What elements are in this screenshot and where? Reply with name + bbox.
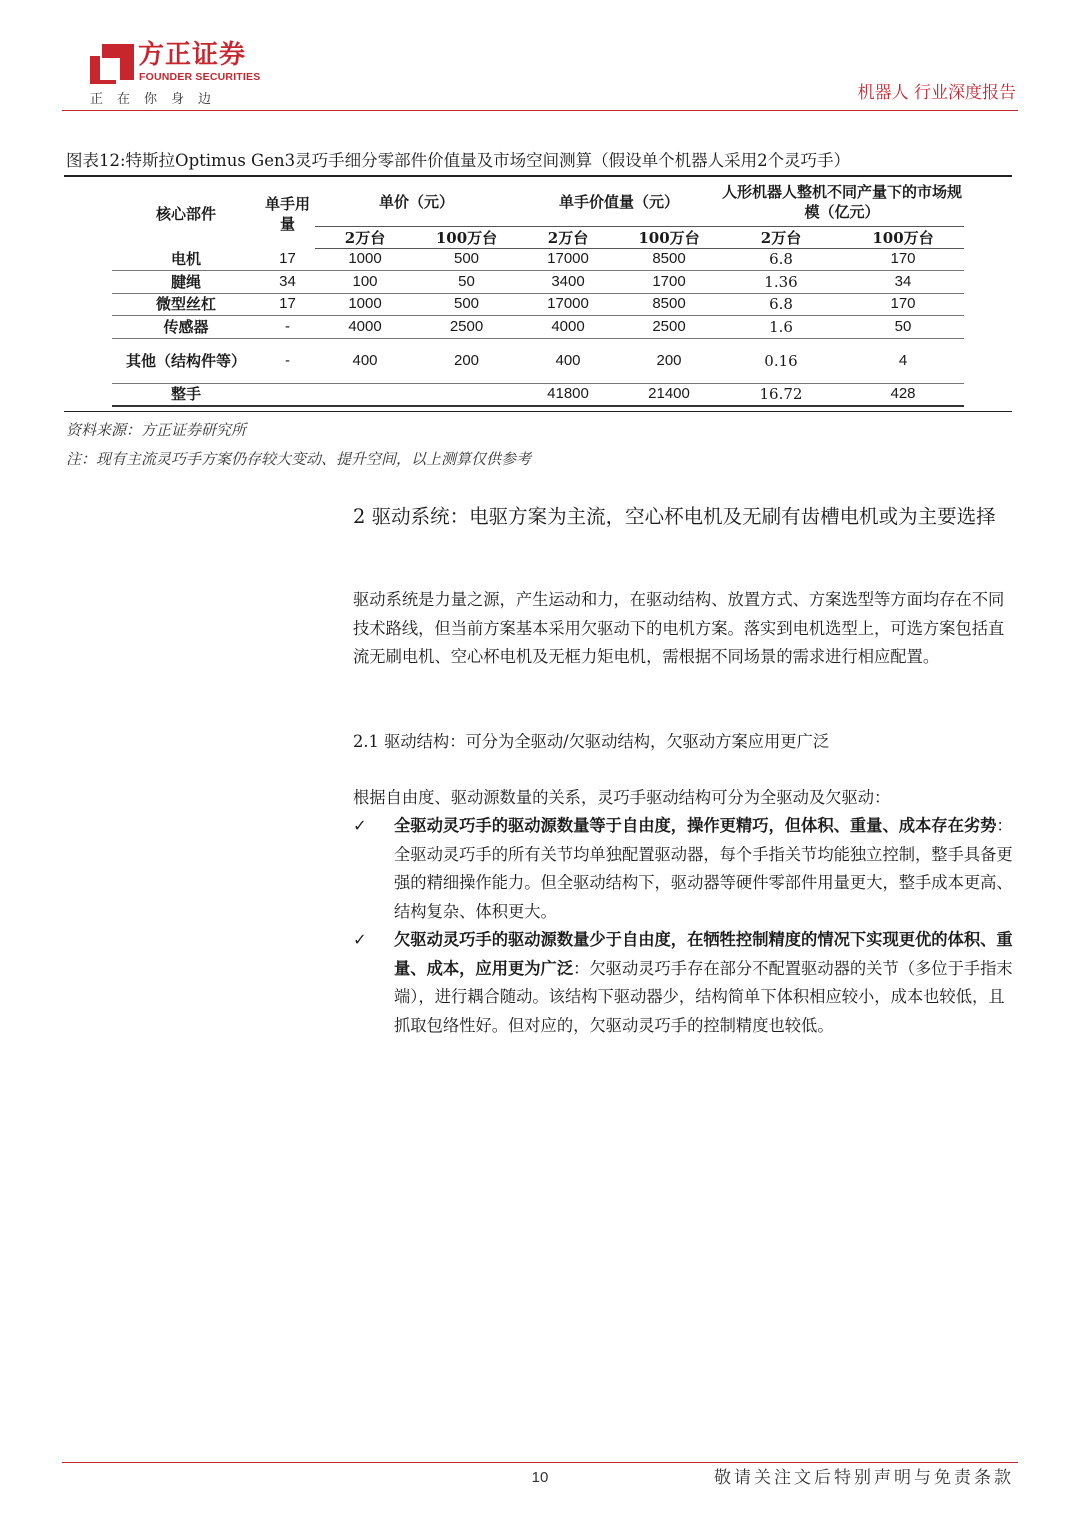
header-divider <box>62 110 1018 111</box>
brand-slogan: 正在你身边 <box>90 92 226 107</box>
report-type: 机器人 行业深度报告 <box>857 83 1016 103</box>
cell-value-20k: 17000 <box>518 293 618 316</box>
table-row-total <box>112 383 964 406</box>
footer-disclaimer: 敬请关注文后特别声明与免责条款 <box>714 1468 1014 1488</box>
cell-price-1m: 200 <box>415 338 518 383</box>
cell-price-20k: 100 <box>315 271 415 294</box>
cell-value-1m: 8500 <box>618 293 720 316</box>
cell-qty: 17 <box>260 293 315 316</box>
cell-price-1m: 500 <box>415 248 518 271</box>
header-price-20k: 2万台 <box>315 226 415 248</box>
figure-bottom-rule <box>64 411 1012 412</box>
founder-logo-icon <box>88 40 136 84</box>
check-icon: ✓ <box>353 930 367 949</box>
header-qty: 单手用量 <box>264 194 310 233</box>
cell-market-1m: 50 <box>842 316 964 339</box>
section-title: 2 驱动系统：电驱方案为主流，空心杯电机及无刷有齿槽电机或为主要选择 <box>353 505 996 528</box>
header-value-20k: 2万台 <box>518 226 618 248</box>
header-price-1m: 100万台 <box>415 226 518 248</box>
cell-value-20k: 3400 <box>518 271 618 294</box>
cell-value-20k: 17000 <box>518 248 618 271</box>
cell-market-1m: 428 <box>842 383 964 406</box>
cell-market-20k: 6.8 <box>720 293 842 316</box>
table-row <box>112 338 964 383</box>
table-row <box>112 271 964 294</box>
figure-top-rule <box>64 175 1012 177</box>
cell-price-1m <box>415 383 518 406</box>
cell-value-1m: 200 <box>618 338 720 383</box>
value-table <box>112 179 964 407</box>
cell-name: 整手 <box>112 383 260 406</box>
footer-divider <box>62 1462 1018 1463</box>
cell-value-1m: 1700 <box>618 271 720 294</box>
cell-price-20k: 1000 <box>315 293 415 316</box>
header-component: 核心部件 <box>155 204 216 223</box>
cell-value-20k: 4000 <box>518 316 618 339</box>
header-market-1m: 100万台 <box>842 226 964 248</box>
header-value-1m: 100万台 <box>618 226 720 248</box>
cell-name: 其他（结构件等） <box>112 338 260 383</box>
cell-name: 传感器 <box>112 316 260 339</box>
cell-market-1m: 34 <box>842 271 964 294</box>
cell-qty: 34 <box>260 271 315 294</box>
table-row <box>112 316 964 339</box>
cell-value-20k: 400 <box>518 338 618 383</box>
header-hand-value: 单手价值量（元） <box>518 179 720 226</box>
table-row <box>112 293 964 316</box>
cell-market-1m: 170 <box>842 293 964 316</box>
subsection-title: 2.1 驱动结构：可分为全驱动/欠驱动结构，欠驱动方案应用更广泛 <box>353 732 830 751</box>
page-number: 10 <box>531 1469 549 1486</box>
cell-price-20k: 4000 <box>315 316 415 339</box>
cell-name: 腱绳 <box>112 271 260 294</box>
list-item-body: ：欠驱动灵巧手存在部分不配置驱动器的关节（多位于手指末端），进行耦合随动。该结构下驱动器少，结构简单下体积相应较小，成本也较低，且抓取包络性好。但对应的，欠驱动灵巧手的控制精度也较低。 <box>394 958 1013 1035</box>
cell-price-20k: 400 <box>315 338 415 383</box>
cell-market-1m: 170 <box>842 248 964 271</box>
cell-market-1m: 4 <box>842 338 964 383</box>
figure-note: 注：现有主流灵巧手方案仍存较大变动、提升空间，以上测算仅供参考 <box>66 450 532 468</box>
list-item-text <box>394 812 1014 926</box>
figure-title: 图表12:特斯拉Optimus Gen3灵巧手细分零部件价值量及市场空间测算（假设单个机器人采用2个灵巧手） <box>66 151 851 170</box>
cell-market-20k: 1.36 <box>720 271 842 294</box>
cell-value-20k: 41800 <box>518 383 618 406</box>
cell-market-20k: 16.72 <box>720 383 842 406</box>
figure-source: 资料来源：方正证券研究所 <box>66 421 247 439</box>
cell-value-1m: 8500 <box>618 248 720 271</box>
paragraph-lead: 根据自由度、驱动源数量的关系，灵巧手驱动结构可分为全驱动及欠驱动： <box>353 788 891 807</box>
list-item-body: ：全驱动灵巧手的所有关节均单独配置驱动器，每个手指关节均能独立控制，整手具备更强的精细操作能力。但全驱动结构下，驱动器等硬件零部件用量更大，整手成本更高、结构复杂、体积更大。 <box>394 816 1013 921</box>
list-item-bold: 全驱动灵巧手的驱动源数量等于自由度，操作更精巧，但体积、重量、成本存在劣势 <box>394 816 997 835</box>
cell-qty: 17 <box>260 248 315 271</box>
table-row <box>112 248 964 271</box>
header-unit-price: 单价（元） <box>315 179 518 226</box>
paragraph-intro: 驱动系统是力量之源，产生运动和力，在驱动结构、放置方式、方案选型等方面均存在不同技术路线，但当前方案基本采用欠驱动下的电机方案。落实到电机选型上，可选方案包括直流无刷电机、空心杯电机及无框力矩电机，需根据不同场景的需求进行相应配置。 <box>353 590 1005 666</box>
list-item-bold: 欠驱动灵巧手的驱动源数量少于自由度，在牺牲控制精度的情况下实现更优的体积、重量、成本，应用更为广泛 <box>394 930 1013 978</box>
cell-market-20k: 1.6 <box>720 316 842 339</box>
cell-qty: - <box>260 316 315 339</box>
header-market-size: 人形机器人整机不同产量下的市场规模（亿元） <box>720 179 964 226</box>
brand-name-cn: 方正证券 <box>138 40 247 70</box>
check-icon: ✓ <box>353 816 367 835</box>
cell-name: 微型丝杠 <box>112 293 260 316</box>
cell-value-1m: 2500 <box>618 316 720 339</box>
list-item-text <box>394 926 1014 1040</box>
cell-qty: - <box>260 338 315 383</box>
cell-value-1m: 21400 <box>618 383 720 406</box>
cell-price-1m: 50 <box>415 271 518 294</box>
cell-price-20k: 1000 <box>315 248 415 271</box>
cell-market-20k: 0.16 <box>720 338 842 383</box>
cell-price-1m: 500 <box>415 293 518 316</box>
header-market-20k: 2万台 <box>720 226 842 248</box>
cell-price-20k <box>315 383 415 406</box>
cell-qty <box>260 383 315 406</box>
cell-market-20k: 6.8 <box>720 248 842 271</box>
cell-price-1m: 2500 <box>415 316 518 339</box>
brand-name-en: FOUNDER SECURITIES <box>139 71 261 83</box>
cell-name: 电机 <box>112 248 260 271</box>
